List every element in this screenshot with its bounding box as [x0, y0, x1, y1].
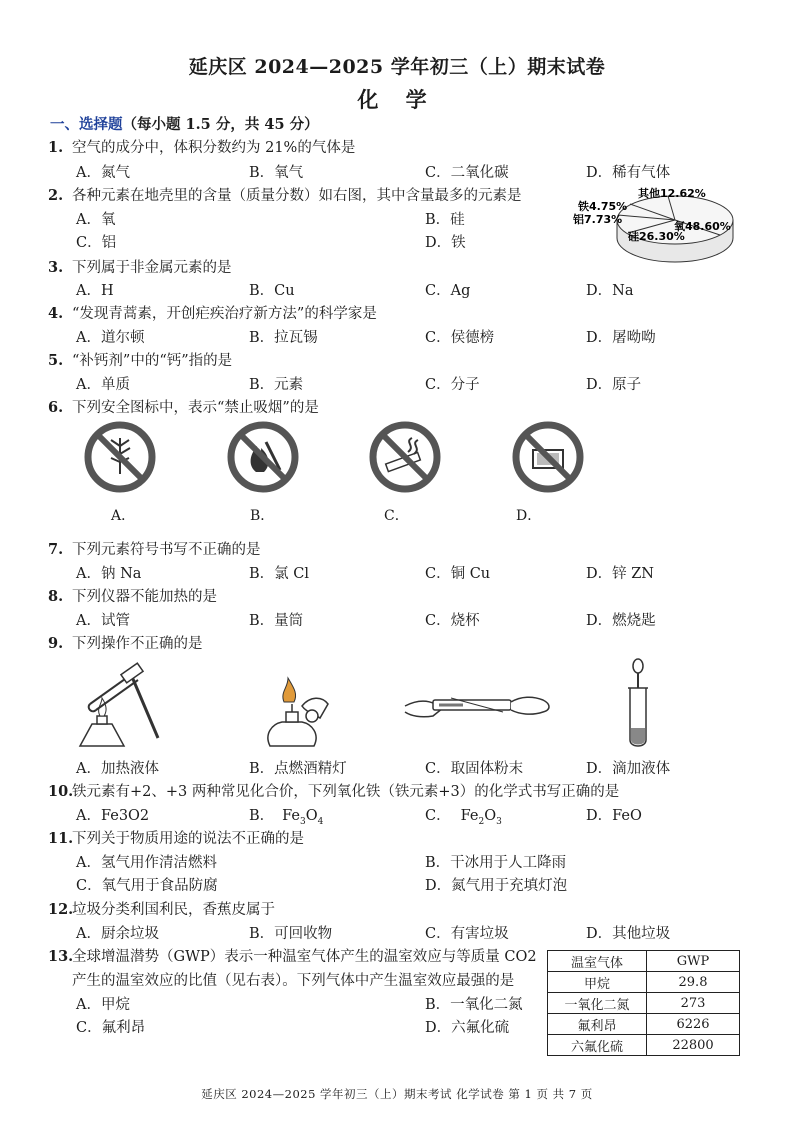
gwp-table	[547, 950, 740, 1056]
q11-option-a[interactable]: A．氢气用作清洁燃料	[76, 855, 217, 871]
section-title: 一、选择题	[50, 116, 123, 133]
gwp-gas-cell: 一氧化二氮	[548, 993, 647, 1014]
q4-option-a[interactable]: A．道尔顿	[76, 330, 145, 346]
dropping-liquid-apparatus-icon[interactable]	[618, 658, 658, 750]
question-4-stem: 4. “发现青蒿素，开创疟疾治疗新方法”的科学家是	[48, 305, 377, 322]
question-7-stem: 7. 下列元素符号书写不正确的是	[48, 541, 261, 558]
q11-option-c[interactable]: C．氧气用于食品防腐	[76, 878, 218, 894]
question-1-stem: 1. 空气的成分中，体积分数约为 21%的气体是	[48, 139, 356, 156]
page-title: 延庆区 2024—2025 学年初三（上）期末试卷	[188, 56, 606, 78]
q3-option-c[interactable]: C．Ag	[425, 283, 471, 299]
q1-option-c[interactable]: C．二氧化碳	[425, 165, 509, 181]
question-3-stem: 3. 下列属于非金属元素的是	[48, 259, 232, 276]
no-fireworks-sign-icon[interactable]	[83, 420, 157, 494]
q4-option-d[interactable]: D．屠呦呦	[586, 330, 656, 346]
question-10-stem: 10.铁元素有+2、+3 两种常见化合价，下列氧化铁（铁元素+3）的化学式书写正确的是	[48, 783, 620, 800]
crust-element-pie-chart	[570, 180, 750, 265]
q8-option-d[interactable]: D．燃烧匙	[586, 613, 656, 629]
pie-label-other: 其他12.62%	[638, 187, 706, 200]
q13-option-c[interactable]: C．氟利昂	[76, 1020, 146, 1036]
q11-option-d[interactable]: D．氮气用于充填灯泡	[425, 878, 568, 894]
q13-option-b[interactable]: B．一氧化二氮	[425, 997, 523, 1013]
question-2-stem: 2. 各种元素在地壳里的含量（质量分数）如右图，其中含量最多的元素是	[48, 187, 522, 204]
q5-option-b[interactable]: B．元素	[249, 377, 304, 393]
q6-option-b[interactable]: B．	[250, 508, 275, 524]
q11-option-b[interactable]: B．干冰用于人工降雨	[425, 855, 567, 871]
q10-option-d[interactable]: D．FeO	[586, 808, 642, 824]
question-5-stem: 5. “补钙剂”中的“钙”指的是	[48, 352, 233, 369]
q9-option-c[interactable]: C．取固体粉末	[425, 761, 524, 777]
table-row	[548, 1035, 740, 1056]
q9-option-b[interactable]: B．点燃酒精灯	[249, 761, 347, 777]
q2-option-b[interactable]: B．硅	[425, 212, 465, 228]
q2-option-c[interactable]: C．铝	[76, 235, 117, 251]
pie-label-oxygen: 氧48.60%	[674, 220, 731, 233]
no-smoking-sign-icon[interactable]	[368, 420, 442, 494]
gwp-gas-cell: 氟利昂	[548, 1014, 647, 1035]
q10-option-c[interactable]: C． $Fe_2O_3$	[425, 808, 502, 827]
q4-option-b[interactable]: B．拉瓦锡	[249, 330, 318, 346]
q10-option-b[interactable]: B． $Fe_3O_4$	[249, 808, 324, 827]
q7-option-d[interactable]: D．锌 ZN	[586, 566, 654, 582]
q6-option-c[interactable]: C．	[384, 508, 409, 524]
q12-option-d[interactable]: D．其他垃圾	[586, 926, 671, 942]
q9-option-a[interactable]: A．加热液体	[76, 761, 159, 777]
question-9-stem: 9. 下列操作不正确的是	[48, 635, 203, 652]
q12-option-c[interactable]: C．有害垃圾	[425, 926, 509, 942]
q5-option-a[interactable]: A．单质	[76, 377, 130, 393]
subject-title: 化 学	[357, 87, 437, 112]
heating-liquid-apparatus-icon[interactable]	[70, 658, 170, 750]
q12-option-a[interactable]: A．厨余垃圾	[76, 926, 159, 942]
q13-option-a[interactable]: A．甲烷	[76, 997, 130, 1013]
q4-option-c[interactable]: C．侯德榜	[425, 330, 495, 346]
pie-label-aluminum: 铝7.73%	[573, 213, 623, 226]
question-11-stem: 11.下列关于物质用途的说法不正确的是	[48, 830, 304, 847]
question-8-stem: 8. 下列仪器不能加热的是	[48, 588, 217, 605]
q7-option-b[interactable]: B．氯 Cl	[249, 566, 309, 582]
gwp-gas-cell: 六氟化硫	[548, 1035, 647, 1056]
q3-option-a[interactable]: A．H	[76, 283, 114, 299]
formula-b: $Fe_3O_4$	[282, 808, 324, 827]
q5-option-d[interactable]: D．原子	[586, 377, 642, 393]
section-points: （每小题 1.5 分，共 45 分）	[122, 116, 319, 133]
q13-option-d[interactable]: D．六氟化硫	[425, 1020, 510, 1036]
q7-option-c[interactable]: C．铜 Cu	[425, 566, 491, 582]
q6-option-d[interactable]: D．	[516, 508, 542, 524]
q5-option-c[interactable]: C．分子	[425, 377, 480, 393]
gwp-value-cell: 6226	[647, 1014, 740, 1035]
question-13-stem-line2: 产生的温室效应的比值（见右表）。下列气体中产生温室效应最强的是	[72, 973, 515, 989]
pie-label-silicon: 硅26.30%	[628, 230, 685, 243]
q2-option-a[interactable]: A．氧	[76, 212, 116, 228]
question-12-stem: 12.垃圾分类利国利民，香蕉皮属于	[48, 901, 275, 918]
section-heading	[50, 113, 319, 134]
q1-option-a[interactable]: A．氮气	[76, 165, 130, 181]
q6-option-a[interactable]: A．	[111, 508, 136, 524]
q8-option-a[interactable]: A．试管	[76, 613, 130, 629]
q9-option-d[interactable]: D．滴加液体	[586, 761, 671, 777]
q2-option-d[interactable]: D．铁	[425, 235, 466, 251]
gwp-gas-cell: 甲烷	[548, 972, 647, 993]
gwp-table-header	[548, 951, 740, 972]
q8-option-b[interactable]: B．量筒	[249, 613, 304, 629]
question-6-stem: 6. 下列安全图标中，表示“禁止吸烟”的是	[48, 399, 319, 416]
table-row	[548, 993, 740, 1014]
q7-option-a[interactable]: A．钠 Na	[76, 566, 142, 582]
no-matches-sign-icon[interactable]	[511, 420, 585, 494]
gwp-value-cell: 22800	[647, 1035, 740, 1056]
table-row	[548, 972, 740, 993]
q8-option-c[interactable]: C．烧杯	[425, 613, 480, 629]
gwp-header-gas: 温室气体	[548, 951, 647, 972]
q1-option-b[interactable]: B．氧气	[249, 165, 304, 181]
q3-option-b[interactable]: B．Cu	[249, 283, 295, 299]
no-open-flame-sign-icon[interactable]	[226, 420, 300, 494]
formula-c: $Fe_2O_3$	[460, 808, 502, 827]
page-footer: 延庆区 2024—2025 学年初三（上）期末考试 化学试卷 第 1 页 共 7 页	[201, 1087, 593, 1101]
gwp-value-cell: 29.8	[647, 972, 740, 993]
q1-option-d[interactable]: D．稀有气体	[586, 165, 671, 181]
q3-option-d[interactable]: D．Na	[586, 283, 634, 299]
q12-option-b[interactable]: B．可回收物	[249, 926, 333, 942]
table-row	[548, 1014, 740, 1035]
pie-label-iron: 铁4.75%	[578, 200, 628, 213]
question-13-stem: 13.全球增温潜势（GWP）表示一种温室气体产生的温室效应与等质量 CO2	[48, 948, 537, 965]
gwp-header-value: GWP	[647, 951, 740, 972]
q10-option-a[interactable]: A．Fe3O2	[76, 808, 150, 824]
gwp-value-cell: 273	[647, 993, 740, 1014]
taking-powder-apparatus-icon[interactable]	[403, 686, 553, 726]
lighting-alcohol-lamp-icon[interactable]	[258, 662, 338, 750]
